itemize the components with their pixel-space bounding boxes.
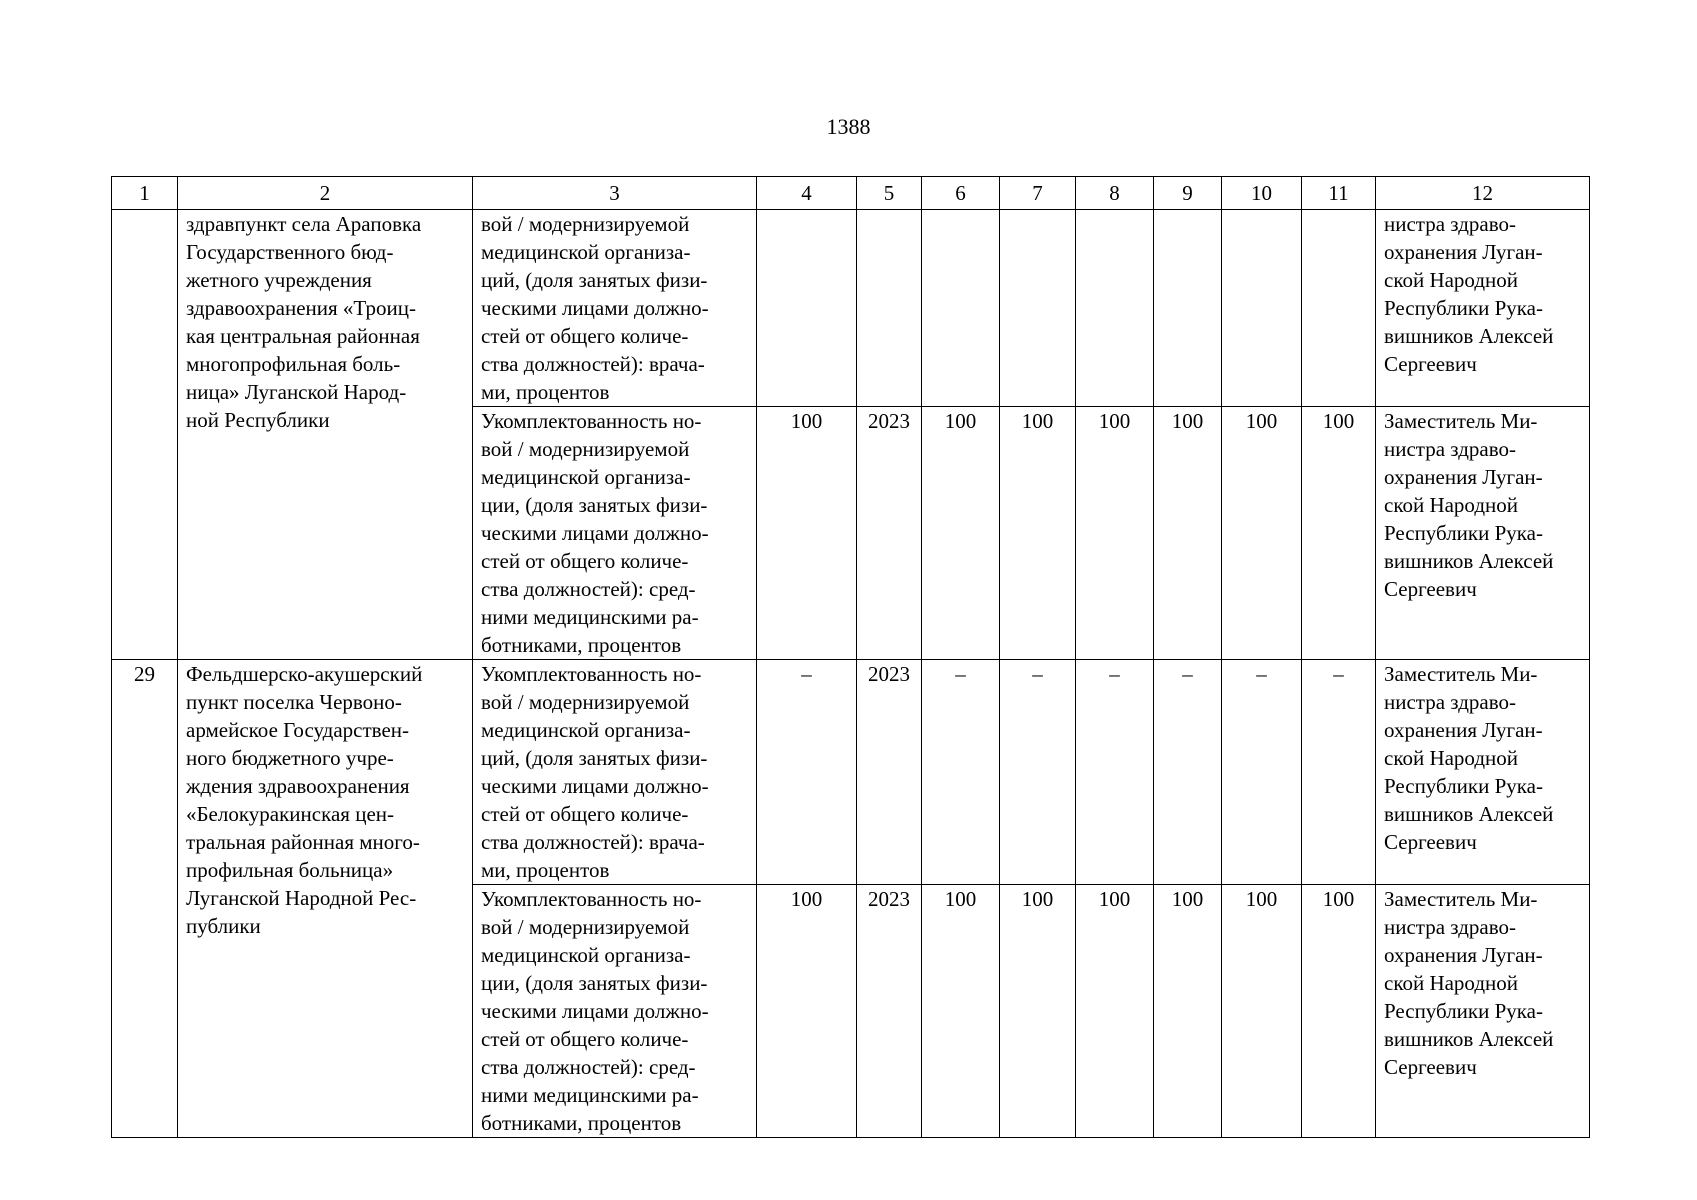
value-cell: 100 — [1000, 885, 1076, 1138]
name-line: кая центральная районная — [186, 324, 420, 348]
value-cell: 100 — [1154, 407, 1222, 660]
value-cell: – — [1154, 660, 1222, 885]
row-number-cell — [112, 210, 178, 660]
value-cell: 100 — [1302, 885, 1376, 1138]
value-cell — [1076, 210, 1154, 407]
name-line: профильная больница» — [186, 858, 394, 882]
header-cell: 11 — [1302, 177, 1376, 210]
header-cell: 4 — [757, 177, 857, 210]
header-row — [112, 177, 1590, 210]
indicator-line: ботниками, процентов — [481, 1111, 682, 1135]
name-line: многопрофильная боль- — [186, 352, 401, 376]
responsible-line: Заместитель Ми- — [1384, 887, 1538, 911]
responsible-line: Сергеевич — [1384, 577, 1477, 601]
value-cell: 100 — [757, 407, 857, 660]
indicators-table — [111, 176, 1590, 1138]
responsible-line: Республики Рука- — [1384, 999, 1543, 1023]
header-cell: 6 — [922, 177, 1000, 210]
header-cell: 8 — [1076, 177, 1154, 210]
value-cell: – — [1302, 660, 1376, 885]
indicator-line: вой / модернизируемой — [481, 690, 690, 714]
value-cell — [1222, 210, 1302, 407]
value-cell: 2023 — [857, 407, 922, 660]
responsible-line: ской Народной — [1384, 746, 1518, 770]
header-cell: 2 — [178, 177, 473, 210]
name-line: здравпункт села Араповка — [186, 212, 422, 236]
indicator-line: ций, (доля занятых физи- — [481, 268, 708, 292]
value-cell: 2023 — [857, 660, 922, 885]
table-row — [112, 660, 1590, 885]
indicator-line: ства должностей): врача- — [481, 830, 705, 854]
header-cell: 9 — [1154, 177, 1222, 210]
responsible-line: Сергеевич — [1384, 830, 1477, 854]
value-cell: 100 — [1076, 407, 1154, 660]
responsible-cell — [1376, 660, 1590, 885]
responsible-line: нистра здраво- — [1384, 212, 1516, 236]
value-cell: 2023 — [857, 885, 922, 1138]
name-line: здравоохранения «Троиц- — [186, 296, 416, 320]
row-number-cell — [112, 660, 178, 1138]
responsible-line: Сергеевич — [1384, 352, 1477, 376]
indicator-line: стей от общего количе- — [481, 1027, 689, 1051]
indicator-line: ства должностей): сред- — [481, 577, 696, 601]
indicator-line: стей от общего количе- — [481, 802, 689, 826]
name-line: Луганской Народной Рес- — [186, 886, 417, 910]
value-cell: 100 — [1000, 407, 1076, 660]
responsible-cell — [1376, 885, 1590, 1138]
responsible-line: охранения Луган- — [1384, 465, 1543, 489]
header-cell: 7 — [1000, 177, 1076, 210]
responsible-line: вишников Алексей — [1384, 549, 1554, 573]
name-line: армейское Государствен- — [186, 718, 410, 742]
value-cell: – — [757, 660, 857, 885]
responsible-line: Заместитель Ми- — [1384, 409, 1538, 433]
responsible-line: нистра здраво- — [1384, 690, 1516, 714]
value-cell: 100 — [1222, 885, 1302, 1138]
value-cell: – — [1076, 660, 1154, 885]
value-cell — [1000, 210, 1076, 407]
indicator-line: Укомплектованность но- — [481, 887, 702, 911]
value-cell — [1302, 210, 1376, 407]
responsible-line: Республики Рука- — [1384, 296, 1543, 320]
responsible-line: нистра здраво- — [1384, 915, 1516, 939]
indicator-line: ботниками, процентов — [481, 633, 682, 657]
responsible-line: вишников Алексей — [1384, 1027, 1554, 1051]
responsible-line: Сергеевич — [1384, 1055, 1477, 1079]
value-cell — [922, 210, 1000, 407]
name-line: ждения здравоохранения — [186, 774, 410, 798]
name-line: пункт поселка Червоно- — [186, 690, 402, 714]
indicator-line: ними медицинскими ра- — [481, 605, 699, 629]
header-cell: 5 — [857, 177, 922, 210]
indicator-line: ческими лицами должно- — [481, 296, 709, 320]
responsible-line: нистра здраво- — [1384, 437, 1516, 461]
name-line: жетного учреждения — [186, 268, 372, 292]
indicator-line: медицинской организа- — [481, 465, 691, 489]
value-cell: – — [1000, 660, 1076, 885]
name-line: публики — [186, 914, 261, 938]
indicator-line: ческими лицами должно- — [481, 999, 709, 1023]
indicator-line: ции, (доля занятых физи- — [481, 493, 708, 517]
responsible-line: вишников Алексей — [1384, 802, 1554, 826]
value-cell — [1154, 210, 1222, 407]
value-cell: 100 — [1076, 885, 1154, 1138]
responsible-line: охранения Луган- — [1384, 240, 1543, 264]
responsible-line: ской Народной — [1384, 268, 1518, 292]
header-cell: 3 — [473, 177, 757, 210]
value-cell: – — [922, 660, 1000, 885]
responsible-line: Республики Рука- — [1384, 774, 1543, 798]
value-cell: 100 — [1222, 407, 1302, 660]
name-line: тральная районная много- — [186, 830, 420, 854]
indicator-line: медицинской организа- — [481, 240, 691, 264]
name-line: ного бюджетного учре- — [186, 746, 394, 770]
indicator-line: стей от общего количе- — [481, 549, 689, 573]
indicator-cell — [473, 660, 757, 885]
responsible-line: охранения Луган- — [1384, 943, 1543, 967]
header-cell: 1 — [112, 177, 178, 210]
value-cell: 100 — [922, 407, 1000, 660]
indicator-line: ми, процентов — [481, 858, 610, 882]
indicator-line: стей от общего количе- — [481, 324, 689, 348]
row-number: 29 — [134, 662, 155, 686]
name-line: «Белокуракинская цен- — [186, 802, 394, 826]
organization-name-cell — [178, 210, 473, 660]
indicator-line: медицинской организа- — [481, 718, 691, 742]
value-cell: 100 — [1302, 407, 1376, 660]
indicator-line: медицинской организа- — [481, 943, 691, 967]
value-cell: 100 — [757, 885, 857, 1138]
header-cell: 12 — [1376, 177, 1590, 210]
value-cell: 100 — [922, 885, 1000, 1138]
indicator-line: вой / модернизируемой — [481, 212, 690, 236]
responsible-line: Республики Рука- — [1384, 521, 1543, 545]
organization-name-cell — [178, 660, 473, 1138]
header-cell: 10 — [1222, 177, 1302, 210]
responsible-line: охранения Луган- — [1384, 718, 1543, 742]
indicator-line: ми, процентов — [481, 380, 610, 404]
indicator-cell — [473, 885, 757, 1138]
indicator-line: ций, (доля занятых физи- — [481, 746, 708, 770]
name-line: ница» Луганской Народ- — [186, 380, 407, 404]
value-cell: 100 — [1154, 885, 1222, 1138]
indicator-line: ческими лицами должно- — [481, 521, 709, 545]
name-line: ной Республики — [186, 408, 330, 432]
indicator-line: вой / модернизируемой — [481, 437, 690, 461]
indicator-line: Укомплектованность но- — [481, 662, 702, 686]
indicator-line: ними медицинскими ра- — [481, 1083, 699, 1107]
responsible-line: вишников Алексей — [1384, 324, 1554, 348]
responsible-line: ской Народной — [1384, 493, 1518, 517]
name-line: Государственного бюд- — [186, 240, 394, 264]
responsible-cell — [1376, 210, 1590, 407]
indicator-line: ции, (доля занятых физи- — [481, 971, 708, 995]
indicator-cell — [473, 407, 757, 660]
value-cell — [757, 210, 857, 407]
table-row — [112, 210, 1590, 407]
page-number: 1388 — [826, 114, 871, 139]
responsible-line: Заместитель Ми- — [1384, 662, 1538, 686]
responsible-cell — [1376, 407, 1590, 660]
indicator-line: ства должностей): врача- — [481, 352, 705, 376]
indicator-line: ства должностей): сред- — [481, 1055, 696, 1079]
value-cell — [857, 210, 922, 407]
responsible-line: ской Народной — [1384, 971, 1518, 995]
indicator-cell — [473, 210, 757, 407]
indicator-line: Укомплектованность но- — [481, 409, 702, 433]
indicator-line: ческими лицами должно- — [481, 774, 709, 798]
name-line: Фельдшерско-акушерский — [186, 662, 423, 686]
value-cell: – — [1222, 660, 1302, 885]
indicator-line: вой / модернизируемой — [481, 915, 690, 939]
